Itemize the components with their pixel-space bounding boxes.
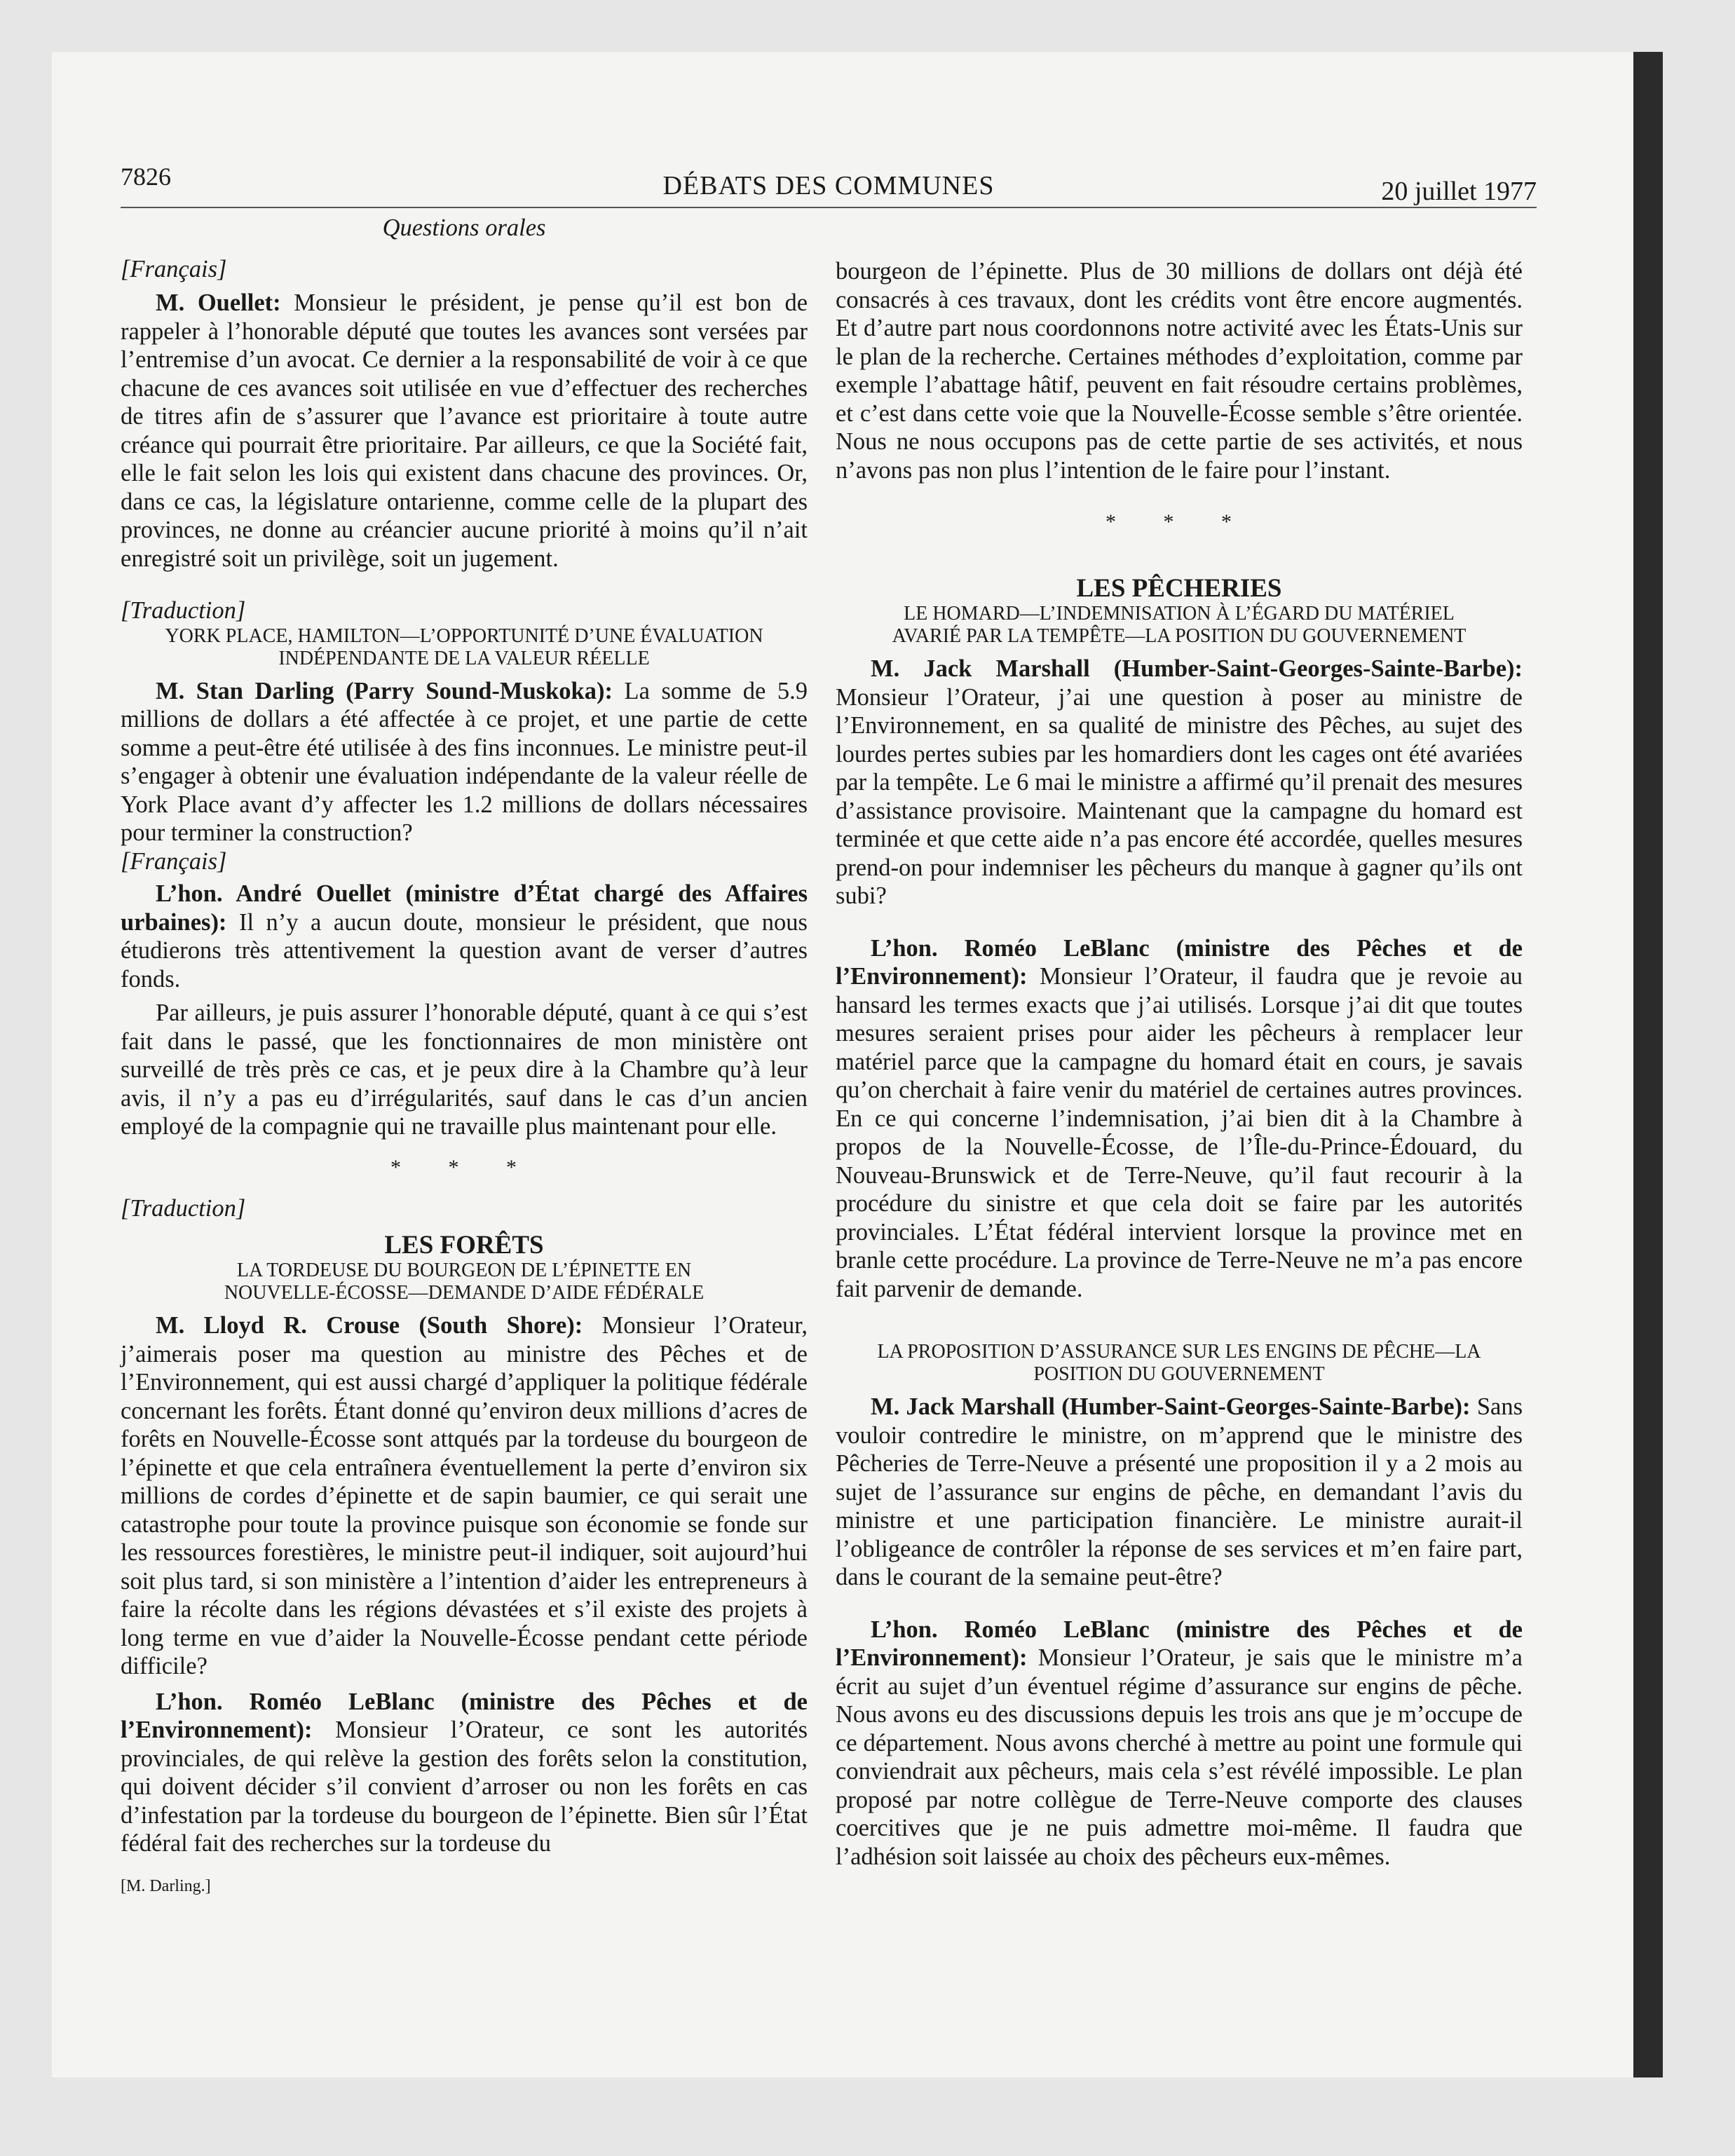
subheading: LA TORDEUSE DU BOURGEON DE L’ÉPINETTE EN NOUVELLE-ÉCOSSE—DEMANDE D’AIDE FÉDÉRALE (224, 1260, 705, 1304)
speaker-name: M. Jack Marshall (Humber-Saint-Georges-Sainte-Barbe): (871, 655, 1523, 682)
speech-paragraph (836, 934, 1523, 1304)
publication-date: 20 juillet 1977 (1381, 177, 1537, 206)
speech-text: Il n’y a aucun doute, monsieur le président, que nous étudierons très attentivement la question avant de verser d’autres fonds. (121, 908, 808, 992)
speech-text: Monsieur l’Orateur, ce sont les autorités provinciales, de qui relève la gestion des forêts selon la constitution, qui doivent décider s’il convient d’arroser ou non les forêts en cas d’infestation par la tordeuse du bourgeon de l’épinette. Bien sûr l’État fédéral fait des recherches sur la tordeuse du (121, 1717, 808, 1857)
speaker-name: M. Ouellet: (156, 289, 281, 316)
publication-title: DÉBATS DES COMMUNES (662, 171, 995, 200)
speaker-name: M. Jack Marshall (Humber-Saint-Georges-Sainte-Barbe): (871, 1393, 1471, 1420)
speaker-name: L’hon. Roméo LeBlanc (ministre des Pêches et de l’Environnement): (836, 934, 1523, 990)
section-heading: LES FORÊTS (384, 1230, 544, 1260)
subheading: YORK PLACE, HAMILTON—L’OPPORTUNITÉ D’UNE ÉVALUATION INDÉPENDANTE DE LA VALEUR RÉELLE (165, 625, 763, 669)
language-tag: [Traduction] (121, 1195, 246, 1222)
speech-paragraph (836, 1393, 1523, 1592)
subheading: LA PROPOSITION D’ASSURANCE SUR LES ENGINS DE PÊCHE—LA POSITION DU GOUVERNEMENT (877, 1341, 1481, 1385)
scan-edge-bar (1633, 52, 1663, 2077)
section-heading: LES PÊCHERIES (1076, 573, 1282, 603)
speaker-name: M. Stan Darling (Parry Sound-Muskoka): (156, 677, 613, 704)
speech-text: Monsieur l’Orateur, j’ai une question à poser au ministre de l’Environnement, en sa qualité de ministre des Pêches, au sujet des lourdes pertes subies par les homardiers dont les cages ont été avariées par la tempête. Le 6 mai le ministre a affirmé qu’il prenait des mesures d’assistance provisoire. Maintenant que la campagne du homard est terminée et que cette aide n’a pas encore été accordée, quelles mesures prend-on pour indemniser les pêcheurs du manque à gagner qu’ils ont subi? (836, 683, 1523, 909)
speech-text: Monsieur l’Orateur, il faudra que je revoie au hansard les termes exacts que j’ai utilisés. Lorsque j’ai dit que toutes mesures seraient prises pour aider les pêcheurs à remplacer leur matériel parce que la campagne du homard était en cours, je savais qu’on cherchait à faire venir du matériel de certaines autres provinces. En ce qui concerne l’indemnisation, j’ai bien dit à la Chambre à propos de la Nouvelle-Écosse, de l’Île-du-Prince-Édouard, du Nouveau-Brunswick et de Terre-Neuve, qu’il faut recourir à la procédure du sinistre et que cela doit se faire par les autorités provinciales. L’État fédéral intervient lorsque la province met en branle cette procédure. La province de Terre-Neuve ne m’a pas encore fait parvenir de demande. (836, 963, 1523, 1302)
speech-paragraph (121, 289, 808, 573)
speaker-name: M. Lloyd R. Crouse (South Shore): (156, 1312, 583, 1339)
speech-paragraph (836, 1616, 1523, 1871)
speech-text: Sans vouloir contredire le ministre, on m’apprend que le ministre des Pêcheries de Terre-Neuve a présenté une proposition il y a 2 mois au sujet de l’assurance sur engins de pêche, en demandant l’avis du ministre et une participation financière. Le ministre aurait-il l’obligeance de contrôler la réponse de ses services et m’en faire part, dans le courant de la semaine peut-être? (836, 1393, 1523, 1590)
speech-paragraph (121, 1311, 808, 1681)
speech-text: Monsieur le président, je pense qu’il est bon de rappeler à l’honorable député que toutes les avances sont versées par l’entremise d’un avocat. Ce dernier a la responsabilité de voir à ce que chacune de ces avances soit utilisée en vue d’effectuer des recherches de titres afin de s’assurer que l’avance est prioritaire à toute autre créance qui pourrait être prioritaire. Par ailleurs, ce que la Société fait, elle le fait selon les lois qui existent dans chacune des provinces. Or, dans ce cas, la législature ontarienne, comme celle de la plupart des provinces, ne donne au créancier aucune priorité à moins qu’il n’ait enregistré soit un privilège, soit un jugement. (121, 289, 808, 572)
section-separator: * * * (390, 1155, 538, 1179)
language-tag: [Traduction] (121, 597, 246, 624)
speech-text: La somme de 5.9 millions de dollars a été affectée à ce projet, et une partie de cette somme a peut-être été utilisée à des fins inconnues. Le ministre peut-il s’engager à obtenir une évaluation indépendante de la valeur réelle de York Place avant d’y affecter les 1.2 millions de dollars nécessaires pour terminer la construction? (121, 677, 808, 846)
speech-paragraph (121, 880, 808, 993)
right-column (836, 214, 1523, 1871)
speech-paragraph: bourgeon de l’épinette. Plus de 30 millions de dollars ont déjà été consacrés à ces travaux, dont les crédits vont être encore augmentés. Et d’autre part nous coordonnons notre activité avec les États-Unis sur le plan de la recherche. Certaines méthodes d’exploitation, comme par exemple l’abattage hâtif, peuvent en fait résoudre certains problèmes, et c’est dans cette voie que la Nouvelle-Écosse semble s’être orientée. Nous ne nous occupons pas de cette partie de ses activités, et nous n’avons pas non plus l’intention de le faire pour l’instant. (836, 258, 1523, 484)
speaker-name: L’hon. Roméo LeBlanc (ministre des Pêches et de l’Environnement): (836, 1616, 1523, 1671)
speech-text: Monsieur l’Orateur, j’aimerais poser ma question au ministre des Pêches et de l’Environnement, qui est aussi chargé d’appliquer la politique fédérale concernant les forêts. Étant donné qu’environ deux millions d’acres de forêts en Nouvelle-Écosse sont attqués par la tordeuse du bourgeon de l’épinette et que cela entraînera éventuellement la perte d’environ six millions de cordes d’épinette et de sapin baumier, ce qui serait une catastrophe pour toute la province puisque son économie se fonde sur les ressources forestières, le ministre peut-il indiquer, soit aujourd’hui soit plus tard, si son ministère a l’intention d’aider les entrepreneurs à faire la récolte dans les régions dévastées et s’il existe des projets à long terme en vue d’aider la Nouvelle-Écosse pendant cette période difficile? (121, 1312, 808, 1679)
language-tag: [Français] (121, 847, 227, 875)
speech-paragraph (121, 677, 808, 847)
subheading: LE HOMARD—L’INDEMNISATION À L’ÉGARD DU MATÉRIEL AVARIÉ PAR LA TEMPÊTE—LA POSITION DU GOUVERNEMENT (892, 603, 1467, 647)
speaker-name: L’hon. André Ouellet (ministre d’État chargé des Affaires urbaines): (121, 880, 808, 936)
section-title-oral-questions: Questions orales (382, 214, 546, 241)
speaker-name: L’hon. Roméo LeBlanc (ministre des Pêches et de l’Environnement): (121, 1688, 808, 1743)
left-column (121, 214, 808, 1900)
speech-paragraph: Par ailleurs, je puis assurer l’honorable député, quant à ce qui s’est fait dans le passé, que les fonctionnaires de mon ministère ont surveillé de très près ce cas, et je peux dire à la Chambre qu’à leur avis, il n’y a pas eu d’irrégularités, sauf dans le cas d’un ancien employé de la compagnie qui ne travaille plus maintenant pour elle. (121, 999, 808, 1140)
speech-paragraph (121, 1688, 808, 1858)
section-separator: * * * (1105, 510, 1253, 533)
footnote: [M. Darling.] (121, 1876, 211, 1895)
language-tag: [Français] (121, 255, 227, 282)
speech-text: Monsieur l’Orateur, je sais que le ministre m’a écrit au sujet d’un éventuel régime d’assurance sur engins de pêche. Nous avons eu des discussions depuis les trois ans que je m’occupe de ce département. Nous avons cherché à mettre au point une formule qui conviendrait aux pêcheurs, mais cela s’est révélé impossible. Le plan proposé par notre collègue de Terre-Neuve comporte des clauses coercitives que je ne puis admettre moi-même. Il faudra que l’adhésion soit laissée au choix des pêcheurs eux-mêmes. (836, 1644, 1523, 1870)
page-number: 7826 (121, 163, 171, 191)
page-header (121, 158, 1537, 208)
speech-paragraph (836, 655, 1523, 910)
